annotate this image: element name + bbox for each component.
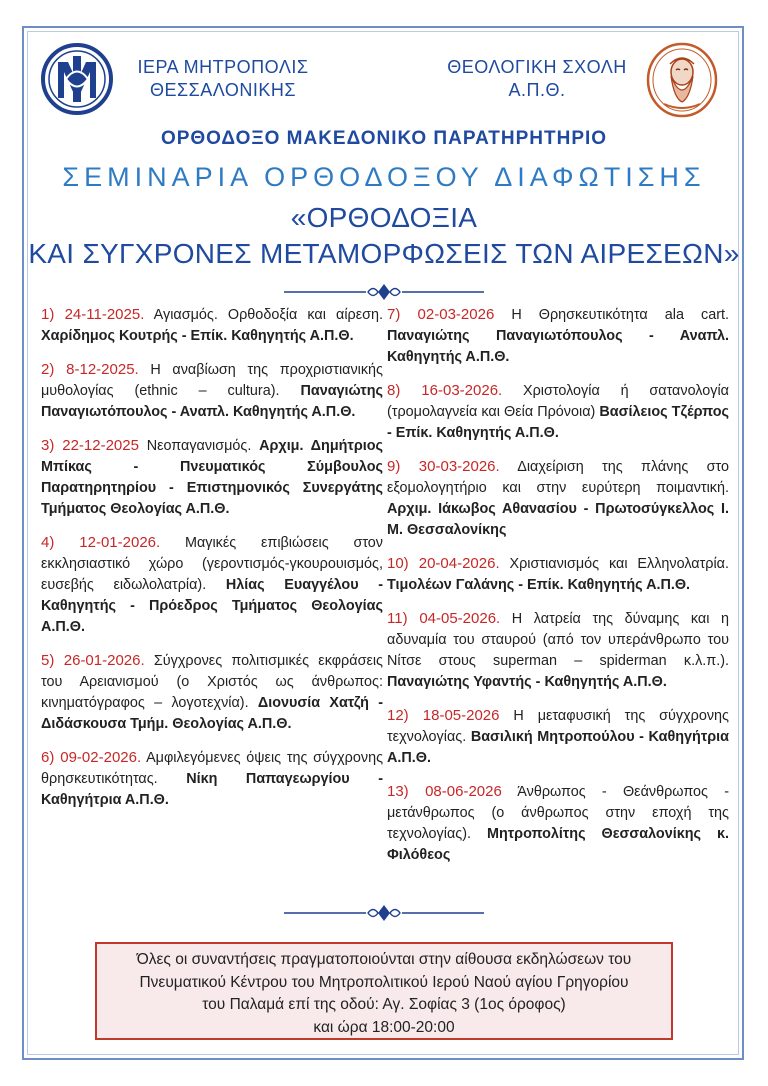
seminar-date: 13) 08-06-2026 bbox=[387, 783, 502, 800]
schedule-column-left bbox=[41, 304, 383, 823]
venue-note bbox=[95, 942, 673, 1040]
seminar-speaker: Νίκη Παπαγεωργίου - Καθηγήτρια Α.Π.Θ. bbox=[41, 771, 383, 808]
seminar-item bbox=[41, 359, 383, 423]
seminar-speaker: Ηλίας Ευαγγέλου - Καθηγητής - Πρόεδρος Τμήματος Θεολογίας Α.Π.Θ. bbox=[41, 577, 384, 635]
seminar-speaker: Βασίλειος Τζέρπος - Επίκ. Καθηγητής Α.Π.Θ. bbox=[387, 404, 729, 441]
seminar-speaker: Αρχιμ. Ιάκωβος Αθανασίου - Πρωτοσύγκελλος Ι. Μ. Θεσσαλονίκης bbox=[387, 501, 729, 538]
seminar-date: 6) 09-02-2026. bbox=[41, 749, 142, 766]
venue-note-line2: Πνευματικού Κέντρου του Μητροπολιτικού Ιερού Ναού αγίου Γρηγορίου bbox=[139, 973, 629, 991]
seminar-speaker: Παναγιώτης Υφαντής - Καθηγητής Α.Π.Θ. bbox=[387, 674, 667, 690]
seminar-topic: Μαγικές επιβιώσεις στον εκκλησιαστικό χώρο (γεροντισμός-γκουρουισμός, ευσεβής ειδωλολατρία). bbox=[41, 535, 384, 593]
seminar-speaker: Χαρίδημος Κουτρής - Επίκ. Καθηγητής Α.Π.Θ. bbox=[41, 328, 354, 344]
seminar-item bbox=[387, 608, 729, 693]
seminar-date: 9) 30-03-2026. bbox=[387, 458, 500, 475]
venue-note-line3: του Παλαμά επί της οδού: Αγ. Σοφίας 3 (1ος όροφος) bbox=[202, 996, 566, 1013]
main-title-line2: ΚΑΙ ΣΥΓΧΡΟΝΕΣ ΜΕΤΑΜΟΡΦΩΣΕΙΣ ΤΩΝ ΑΙΡΕΣΕΩΝ» bbox=[28, 238, 740, 269]
main-title bbox=[0, 200, 768, 272]
ornament-divider-top bbox=[284, 282, 484, 302]
seminar-speaker: Διονυσία Χατζή - Διδάσκουσα Τμήμ. Θεολογίας Α.Π.Θ. bbox=[41, 695, 383, 732]
seminar-item bbox=[387, 304, 729, 368]
seminar-item bbox=[41, 532, 383, 638]
seminar-speaker: Παναγιώτης Παναγιωτόπουλος - Αναπλ. Καθηγητής Α.Π.Θ. bbox=[41, 383, 383, 420]
seminar-item bbox=[387, 705, 729, 769]
metropolis-name-line2: ΘΕΣΣΑΛΟΝΙΚΗΣ bbox=[149, 80, 297, 100]
school-name-line1: ΘΕΟΛΟΓΙΚΗ ΣΧΟΛΗ bbox=[447, 57, 627, 77]
seminar-item bbox=[41, 304, 383, 347]
seminar-item bbox=[41, 435, 383, 520]
seminar-speaker: Παναγιώτης Παναγιωτόπουλος - Αναπλ. Καθηγητής Α.Π.Θ. bbox=[387, 328, 729, 365]
metropolis-name-line1: ΙΕΡΑ ΜΗΤΡΟΠΟΛΙΣ bbox=[137, 57, 309, 77]
seminar-date: 12) 18-05-2026 bbox=[387, 707, 500, 724]
seminar-topic: Η αναβίωση της προχριστιανικής μυθολογίας (ethnic – cultura). bbox=[41, 362, 383, 399]
seminar-item bbox=[41, 650, 383, 735]
seminar-topic: Διαχείριση της πλάνης στο εξομολογητήριο και στην ευρύτερη ποιμαντική. bbox=[387, 459, 729, 496]
seminar-speaker: Μητροπολίτης Θεσσαλονίκης κ. Φιλόθεος bbox=[387, 826, 729, 863]
school-name-line2: Α.Π.Θ. bbox=[508, 80, 566, 100]
seminar-date: 3) 22-12-2025 bbox=[41, 437, 139, 454]
seminar-topic: Η Θρησκευτικότητα ala cart. bbox=[494, 307, 730, 323]
seminar-item bbox=[387, 380, 729, 444]
observatory-title: ΟΡΘΟΔΟΞΟ ΜΑΚΕΔΟΝΙΚΟ ΠΑΡΑΤΗΡΗΤΗΡΙΟ bbox=[160, 128, 608, 149]
seminar-date: 10) 20-04-2026. bbox=[387, 555, 500, 572]
schedule-column-right bbox=[387, 304, 729, 878]
metropolis-name bbox=[128, 56, 318, 102]
seminar-date: 1) 24-11-2025. bbox=[41, 306, 145, 323]
seminar-date: 5) 26-01-2026. bbox=[41, 652, 145, 669]
school-name bbox=[442, 56, 632, 102]
seminar-topic: Χριστιανισμός και Ελληνολατρία. bbox=[499, 556, 730, 572]
metropolis-logo bbox=[40, 42, 114, 116]
theology-school-seal bbox=[644, 40, 720, 120]
seminar-topic: Αγιασμός. Ορθοδοξία και αίρεση. bbox=[144, 307, 383, 323]
venue-note-line4: και ώρα 18:00-20:00 bbox=[313, 1018, 455, 1036]
seminar-date: 2) 8-12-2025. bbox=[41, 361, 139, 378]
seminar-item bbox=[387, 781, 729, 866]
seminar-speaker: Βασιλική Μητροπούλου - Καθηγήτρια Α.Π.Θ. bbox=[387, 729, 730, 766]
seminar-topic: Η λατρεία της δύναμης και η αδυναμία του σταυρού (από τον υπεράνθρωπο του Νίτσε στους superman – spiderman κ.λ.π.). bbox=[387, 611, 729, 669]
ornament-divider-bottom bbox=[284, 903, 484, 923]
seminar-topic: Αμφιλεγόμενες όψεις της σύγχρονης θρησκευτικότητας. bbox=[41, 750, 384, 787]
seminar-topic: Νεοπαγανισμός. bbox=[138, 438, 260, 454]
seminar-topic: Άνθρωπος - Θεάνθρωπος - μετάνθρωπος (ο άνθρωπος στην εποχή της τεχνολογίας). bbox=[387, 784, 730, 842]
seminar-date: 8) 16-03-2026. bbox=[387, 382, 503, 399]
venue-note-line1: Όλες οι συναντήσεις πραγματοποιούνται στην αίθουσα εκδηλώσεων του bbox=[136, 951, 632, 968]
seminar-speaker: Τιμολέων Γαλάνης - Επίκ. Καθηγητής Α.Π.Θ. bbox=[387, 577, 691, 593]
seminar-date: 4) 12-01-2026. bbox=[41, 534, 161, 551]
seminar-topic: Σύγχρονες πολιτισμικές εκφράσεις του Αρειανισμού (ο Χριστός ως άνθρωπος: κινηματόγραφος – λογοτεχνία). bbox=[41, 653, 383, 711]
seminar-item bbox=[387, 456, 729, 541]
seminar-date: 11) 04-05-2026. bbox=[387, 610, 501, 627]
seminar-date: 7) 02-03-2026 bbox=[387, 306, 495, 323]
seminar-topic: Η μεταφυσική της σύγχρονης τεχνολογίας. bbox=[387, 708, 729, 745]
seminar-item bbox=[41, 747, 383, 811]
seminar-speaker: Αρχιμ. Δημήτριος Μπίκας - Πνευματικός Σύμβουλος Παρατηρητηρίου - Επιστημονικός Συνεργάτης Τμήματος Θεολογίας Α.Π.Θ. bbox=[41, 438, 384, 517]
main-title-line1: «ΟΡΘΟΔΟΞΙΑ bbox=[290, 202, 478, 233]
seminar-topic: Χριστολογία ή σατανολογία (τρομολαγνεία και Θεία Πρόνοια) bbox=[387, 383, 729, 420]
seminars-title: ΣΕΜΙΝΑΡΙΑ ΟΡΘΟΔΟΞΟΥ ΔΙΑΦΩΤΙΣΗΣ bbox=[62, 162, 706, 192]
seminar-item bbox=[387, 553, 729, 596]
